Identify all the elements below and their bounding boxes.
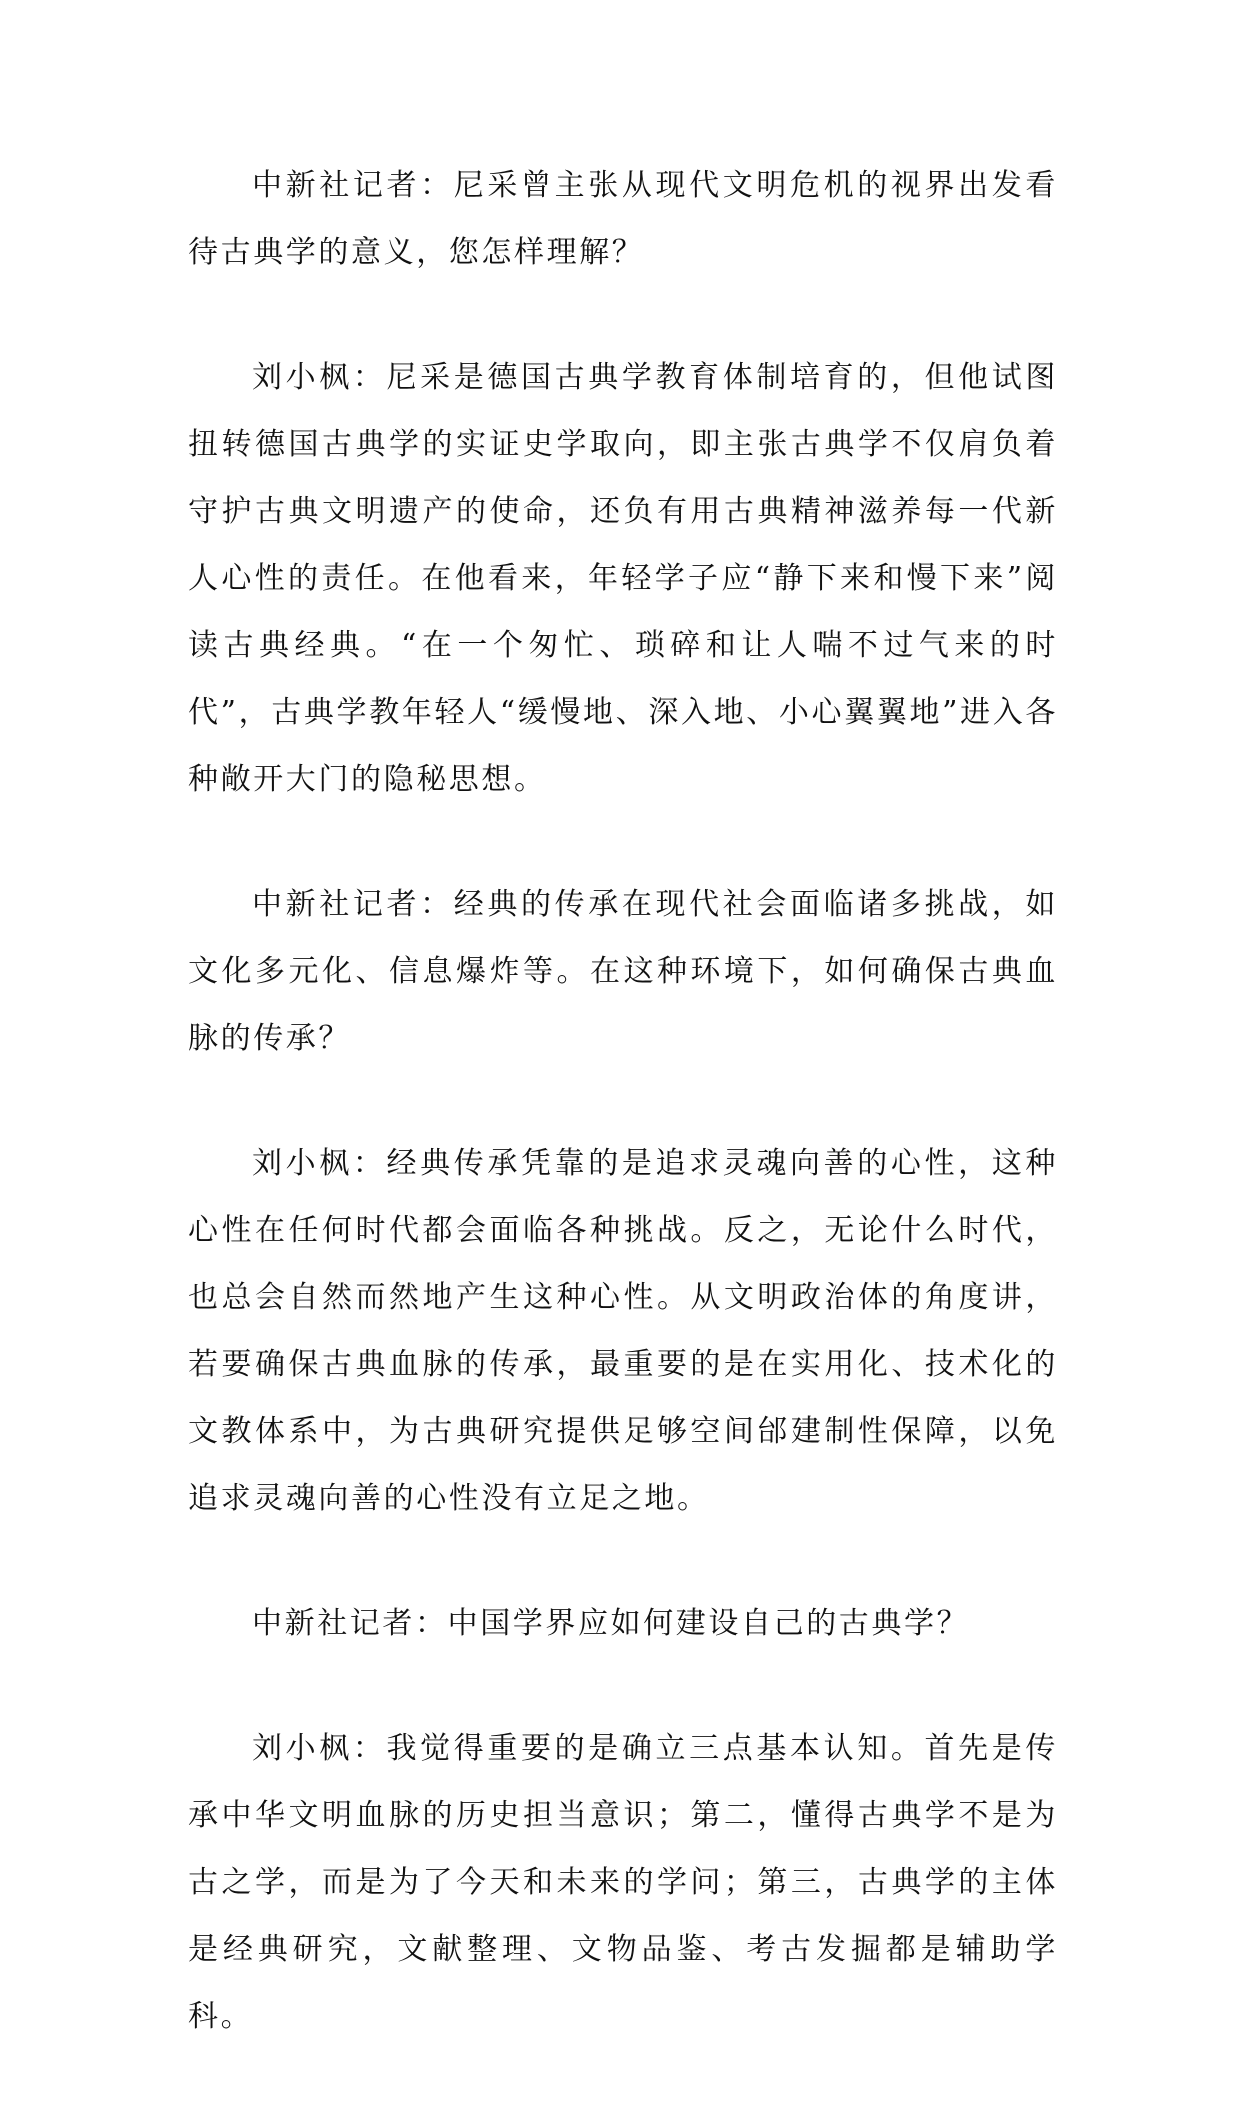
answer-paragraph: 刘小枫：尼采是德国古典学教育体制培育的，但他试图扭转德国古典学的实证史学取向，即主张古典学不仅肩负着守护古典文明遗产的使命，还负有用古典精神滋养每一代新人心性的责任。在他看来，年轻学子应“静下来和慢下来”阅读古典经典。“在一个匆忙、琐碎和让人喘不过气来的时代”，古典学教年轻人“缓慢地、深入地、小心翼翼地”进入各种敞开大门的隐秘思想。 [188,360,1058,797]
answer-paragraph: 刘小枫：经典传承凭靠的是追求灵魂向善的心性，这种心性在任何时代都会面临各种挑战。反之，无论什么时代，也总会自然而然地产生这种心性。从文明政治体的角度讲，若要确保古典血脉的传承，最重要的是在实用化、技术化的文教体系中，为古典研究提供足够空间邰建制性保障，以免追求灵魂向善的心性没有立足之地。 [188,1146,1058,1516]
answer-paragraph: 刘小枫：我觉得重要的是确立三点基本认知。首先是传承中华文明血脉的历史担当意识；第二，懂得古典学不是为古之学，而是为了今天和未来的学问；第三，古典学的主体是经典研究，文献整理、文物品鉴、考古发掘都是辅助学科。 [188,1731,1058,2034]
question-paragraph: 中新社记者：中国学界应如何建设自己的古典学？ [252,1606,970,1641]
question-paragraph: 中新社记者：尼采曾主张从现代文明危机的视界出发看待古典学的意义，您怎样理解？ [188,168,1058,270]
question-paragraph: 中新社记者：经典的传承在现代社会面临诸多挑战，如文化多元化、信息爆炸等。在这种环境下，如何确保古典血脉的传承？ [188,887,1058,1056]
article-body [188,152,1058,2108]
